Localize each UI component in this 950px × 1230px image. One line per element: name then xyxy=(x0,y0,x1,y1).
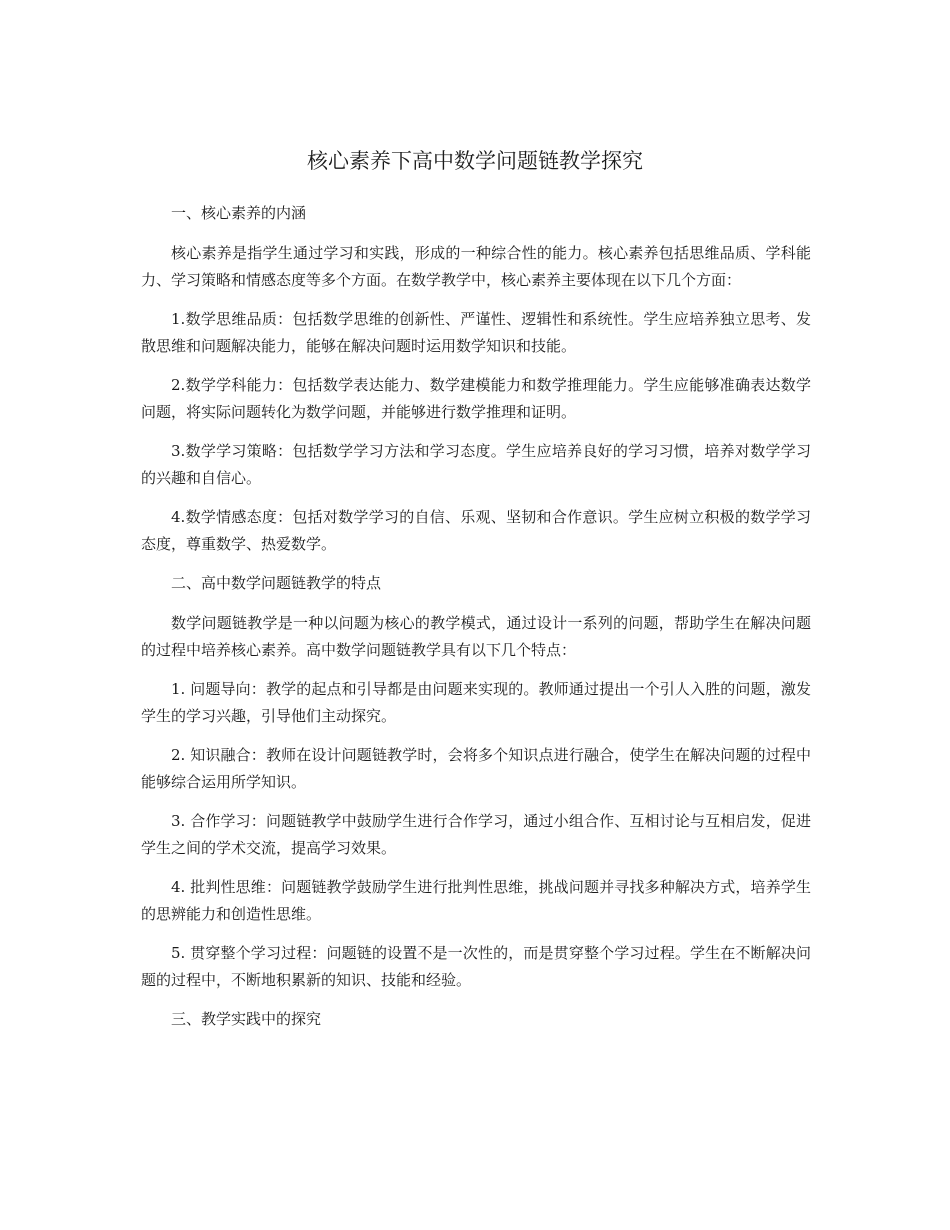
document-title: 核心素养下高中数学问题链教学探究 xyxy=(307,149,643,173)
section-heading: 三、教学实践中的探究 xyxy=(171,1010,322,1028)
list-item: 2. 知识融合：教师在设计问题链教学时，会将多个知识点进行融合，使学生在解决问题的过程中能够综合运用所学知识。 xyxy=(141,746,811,791)
document-body xyxy=(141,200,811,1046)
list-item: 1. 问题导向：教学的起点和引导都是由问题来实现的。教师通过提出一个引人入胜的问题，激发学生的学习兴趣，引导他们主动探究。 xyxy=(141,680,811,725)
list-item: 3. 合作学习：问题链教学中鼓励学生进行合作学习，通过小组合作、互相讨论与互相启发，促进学生之间的学术交流，提高学习效果。 xyxy=(141,812,811,857)
list-item: 2.数学学科能力：包括数学表达能力、数学建模能力和数学推理能力。学生应能够准确表达数学问题，将实际问题转化为数学问题，并能够进行数学推理和证明。 xyxy=(141,376,811,421)
list-item: 4. 批判性思维：问题链教学鼓励学生进行批判性思维，挑战问题并寻找多种解决方式，培养学生的思辨能力和创造性思维。 xyxy=(141,878,811,923)
section-heading: 二、高中数学问题链教学的特点 xyxy=(171,574,382,592)
body-paragraph: 数学问题链教学是一种以问题为核心的教学模式，通过设计一系列的问题，帮助学生在解决问题的过程中培养核心素养。高中数学问题链教学具有以下几个特点： xyxy=(141,614,811,659)
list-item: 5. 贯穿整个学习过程：问题链的设置不是一次性的，而是贯穿整个学习过程。学生在不断解决问题的过程中，不断地积累新的知识、技能和经验。 xyxy=(141,944,811,989)
list-item: 1.数学思维品质：包括数学思维的创新性、严谨性、逻辑性和系统性。学生应培养独立思考、发散思维和问题解决能力，能够在解决问题时运用数学知识和技能。 xyxy=(141,310,811,355)
section-heading: 一、核心素养的内涵 xyxy=(171,204,307,222)
body-paragraph: 核心素养是指学生通过学习和实践，形成的一种综合性的能力。核心素养包括思维品质、学科能力、学习策略和情感态度等多个方面。在数学教学中，核心素养主要体现在以下几个方面： xyxy=(141,244,811,289)
list-item: 4.数学情感态度：包括对数学学习的自信、乐观、坚韧和合作意识。学生应树立积极的数学学习态度，尊重数学、热爱数学。 xyxy=(141,508,811,553)
list-item: 3.数学学习策略：包括数学学习方法和学习态度。学生应培养良好的学习习惯，培养对数学学习的兴趣和自信心。 xyxy=(141,442,811,487)
